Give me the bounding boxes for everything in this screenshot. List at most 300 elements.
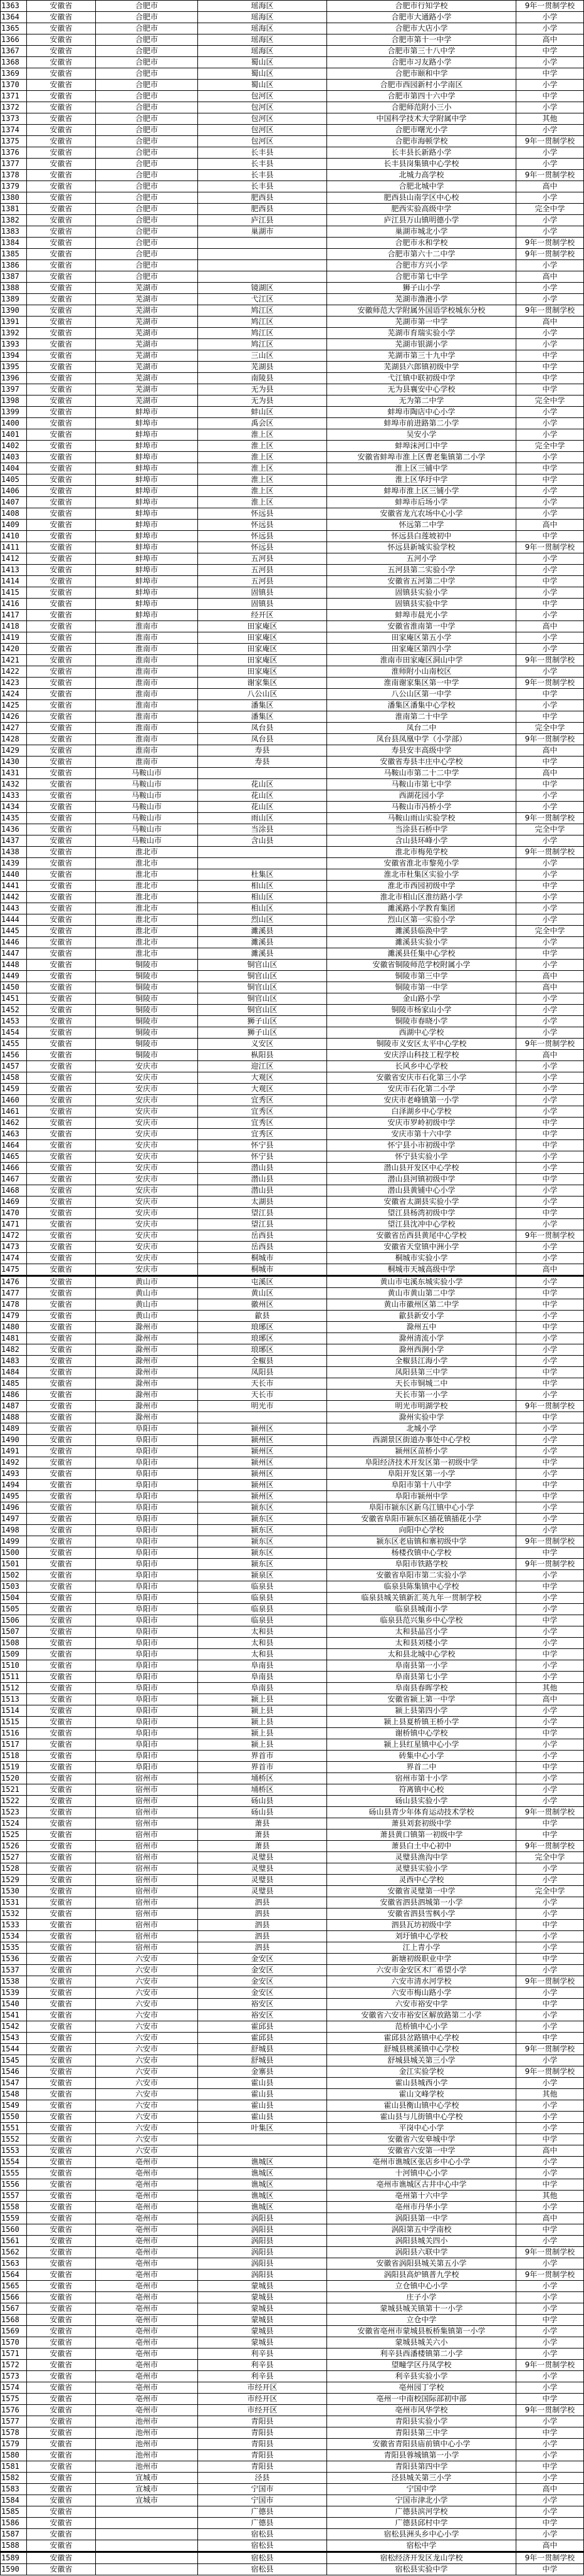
table-row [1,553,584,565]
row-number-cell: 1530 [1,1886,27,1897]
city-cell: 安庆市 [96,1185,198,1196]
row-number-cell: 1561 [1,2236,27,2247]
row-number-cell: 1371 [1,91,27,102]
table-row [1,1208,584,1219]
province-cell: 安徽省 [27,34,96,46]
city-cell: 蚌埠市 [96,553,198,565]
row-number-cell: 1531 [1,1897,27,1908]
row-number-cell: 1375 [1,136,27,147]
province-cell: 安徽省 [27,102,96,113]
province-cell: 安徽省 [27,2405,96,2416]
row-number-cell: 1517 [1,1739,27,1751]
school-name-cell: 凤台二中 [327,723,516,734]
city-cell: 亳州市 [96,2382,198,2394]
school-name-cell: 合肥市第四十六中学 [327,91,516,102]
school-type-cell: 小学 [516,1185,584,1196]
table-row [1,1322,584,1333]
table-row [1,869,584,881]
city-cell: 蚌埠市 [96,520,198,531]
table-row [1,2247,584,2258]
school-name-cell: 安徽省五河第二中学 [327,576,516,587]
province-cell: 安徽省 [27,1784,96,1796]
province-cell: 安徽省 [27,12,96,23]
school-name-cell: 淮南谢家集区第一中学 [327,678,516,689]
table-row [1,937,584,948]
district-cell: 灵璧县 [198,1886,327,1897]
school-type-cell: 小学 [516,1276,584,1288]
row-number-cell: 1488 [1,1412,27,1423]
district-cell: 颍州区 [198,1491,327,1502]
table-row [1,1016,584,1027]
table-row [1,1920,584,1931]
school-type-cell: 完全中学 [516,204,584,215]
school-type-cell: 小学 [516,1908,584,1920]
school-type-cell: 小学 [516,1525,584,1536]
row-number-cell: 1528 [1,1863,27,1875]
row-number-cell: 1547 [1,2078,27,2089]
school-type-cell: 小学 [516,1965,584,1976]
table-row [1,779,584,790]
row-number-cell: 1425 [1,700,27,711]
school-type-cell: 小学 [516,159,584,170]
row-number-cell: 1404 [1,463,27,474]
city-cell: 宿州市 [96,1875,198,1886]
city-cell: 阜阳市 [96,1694,198,1705]
table-row [1,1469,584,1480]
district-cell: 望江县 [198,1219,327,1230]
province-cell: 安徽省 [27,260,96,271]
province-cell: 安徽省 [27,339,96,350]
row-number-cell: 1471 [1,1219,27,1230]
table-row [1,1886,584,1897]
row-number-cell: 1487 [1,1401,27,1412]
school-type-cell: 9年一贯制学校 [516,170,584,181]
row-number-cell: 1446 [1,937,27,948]
city-cell [96,2529,198,2540]
city-cell: 淮南市 [96,655,198,666]
school-name-cell: 舒城县城关第三小学 [327,2055,516,2066]
district-cell: 蒙城县 [198,2292,327,2303]
row-number-cell: 1444 [1,914,27,926]
school-name-cell: 安徽省淮南第一中学 [327,621,516,632]
province-cell: 安徽省 [27,418,96,429]
province-cell: 安徽省 [27,395,96,407]
school-name-cell: 亳州市风华学校 [327,2405,516,2416]
province-cell: 安徽省 [27,2270,96,2281]
district-cell: 包河区 [198,102,327,113]
table-row [1,474,584,486]
table-row [1,1491,584,1502]
province-cell: 安徽省 [27,1163,96,1174]
city-cell: 安庆市 [96,1230,198,1242]
province-cell: 安徽省 [27,294,96,305]
district-cell: 五河县 [198,565,327,576]
school-name-cell: 濉溪路小学教育集团 [327,903,516,914]
row-number-cell: 1387 [1,271,27,283]
school-name-cell: 五河县第二实验小学 [327,565,516,576]
table-row [1,508,584,520]
city-cell: 淮北市 [96,914,198,926]
row-number-cell: 1390 [1,305,27,317]
row-number-cell: 1549 [1,2100,27,2112]
district-cell: 市经开区 [198,2394,327,2405]
province-cell: 安徽省 [27,2540,96,2552]
district-cell: 鸠江区 [198,339,327,350]
row-number-cell: 1481 [1,1333,27,1344]
district-cell: 颍上县 [198,1739,327,1751]
table-row [1,2394,584,2405]
row-number-cell: 1475 [1,1264,27,1276]
school-name-cell: 淮北市相山区淮纺路小学 [327,892,516,903]
district-cell: 青阳县 [198,2427,327,2439]
school-type-cell: 中学 [516,2033,584,2044]
school-name-cell: 铜陵市春晓小学 [327,1016,516,1027]
school-name-cell: 阜阳市颍东区新乌江镇中心小学 [327,1502,516,1514]
school-type-cell: 小学 [516,339,584,350]
school-type-cell: 小学 [516,2168,584,2179]
city-cell: 铜陵市 [96,1039,198,1050]
row-number-cell: 1374 [1,125,27,136]
row-number-cell: 1397 [1,384,27,395]
row-number-cell: 1462 [1,1118,27,1129]
district-cell: 宿松县 [198,2529,327,2540]
province-cell: 安徽省 [27,2258,96,2270]
school-type-cell: 中学 [516,1999,584,2010]
city-cell: 铜陵市 [96,982,198,993]
province-cell: 安徽省 [27,610,96,621]
city-cell: 滁州市 [96,1378,198,1390]
school-type-cell: 中学 [516,68,584,80]
row-number-cell: 1399 [1,407,27,418]
district-cell: 濉溪县 [198,937,327,948]
school-name-cell: 天长市铜城二中 [327,1378,516,1390]
school-name-cell: 怀宁县小市初级中学 [327,1140,516,1151]
school-name-cell: 安庆市第十六中学 [327,1129,516,1140]
table-row [1,520,584,531]
city-cell: 淮南市 [96,723,198,734]
school-type-cell: 小学 [516,2292,584,2303]
district-cell: 铜官山区 [198,971,327,982]
table-row [1,1604,584,1615]
district-cell: 迎江区 [198,1061,327,1072]
school-type-cell: 小学 [516,632,584,644]
table-row [1,362,584,373]
city-cell: 六安市 [96,2044,198,2055]
district-cell: 金寨县 [198,2066,327,2078]
district-cell: 颍上县 [198,1705,327,1717]
table-row [1,441,584,452]
table-row [1,565,584,576]
school-type-cell: 中学 [516,1457,584,1469]
district-cell: 鸠江区 [198,328,327,339]
province-cell: 安徽省 [27,2078,96,2089]
city-cell: 淮南市 [96,757,198,768]
province-cell: 安徽省 [27,790,96,802]
province-cell: 安徽省 [27,1626,96,1638]
district-cell [198,260,327,271]
row-number-cell: 1589 [1,2552,27,2564]
city-cell: 六安市 [96,2145,198,2157]
city-cell: 蚌埠市 [96,587,198,599]
city-cell: 阜阳市 [96,1547,198,1559]
row-number-cell: 1439 [1,858,27,869]
city-cell: 亳州市 [96,2394,198,2405]
row-number-cell: 1479 [1,1311,27,1322]
city-cell [96,2540,198,2552]
province-cell: 安徽省 [27,215,96,226]
city-cell: 池州市 [96,2416,198,2427]
row-number-cell: 1381 [1,204,27,215]
province-cell: 安徽省 [27,1942,96,1954]
school-name-cell: 亳州市谯城区张店乡中心小学 [327,2157,516,2168]
school-type-cell: 中学 [516,711,584,723]
city-cell: 铜陵市 [96,993,198,1005]
row-number-cell: 1521 [1,1784,27,1796]
table-row [1,1140,584,1151]
row-number-cell: 1579 [1,2439,27,2450]
province-cell: 安徽省 [27,768,96,779]
row-number-cell: 1563 [1,2258,27,2270]
district-cell: 金安区 [198,1976,327,1987]
school-type-cell: 中学 [516,2427,584,2439]
district-cell: 临泉县 [198,1593,327,1604]
school-name-cell: 合肥市第十一中学 [327,34,516,46]
city-cell: 滁州市 [96,1344,198,1356]
province-cell: 安徽省 [27,1356,96,1367]
table-row [1,226,584,238]
row-number-cell: 1504 [1,1593,27,1604]
province-cell: 安徽省 [27,520,96,531]
school-type-cell: 小学 [516,2021,584,2033]
province-cell: 安徽省 [27,1390,96,1401]
school-name-cell: 安徽省六安皋城中学 [327,2134,516,2145]
school-name-cell: 怀远第二中学 [327,520,516,531]
city-cell: 阜阳市 [96,1480,198,1491]
district-cell: 无为县 [198,395,327,407]
table-row [1,1615,584,1626]
school-name-cell: 滁州清流小学 [327,1333,516,1344]
school-name-cell: 潜山县开发区中心学校 [327,1163,516,1174]
table-row [1,1559,584,1570]
table-row [1,644,584,655]
school-name-cell: 蚌埠市陶店中心小学 [327,407,516,418]
city-cell: 宣城市 [96,2473,198,2484]
city-cell: 池州市 [96,2439,198,2450]
city-cell: 蚌埠市 [96,610,198,621]
district-cell: 怀远县 [198,508,327,520]
city-cell: 滁州市 [96,1322,198,1333]
school-type-cell: 中学 [516,1288,584,1299]
city-cell: 蚌埠市 [96,474,198,486]
school-type-cell: 小学 [516,2281,584,2292]
district-cell: 鸠江区 [198,305,327,317]
province-cell: 安徽省 [27,1174,96,1185]
school-type-cell: 小学 [516,2326,584,2337]
school-type-cell: 中学 [516,1129,584,1140]
school-type-cell: 高中 [516,271,584,283]
city-cell: 淮南市 [96,745,198,757]
province-cell: 安徽省 [27,2303,96,2315]
province-cell: 安徽省 [27,2123,96,2134]
table-row [1,204,584,215]
province-cell: 安徽省 [27,1480,96,1491]
school-name-cell: 北城力高学校 [327,170,516,181]
city-cell: 阜阳市 [96,1660,198,1672]
school-name-cell: 六安市梅山路小学 [327,1987,516,1999]
city-cell: 阜阳市 [96,1649,198,1660]
school-type-cell: 小学 [516,2202,584,2213]
school-type-cell: 高中 [516,982,584,993]
school-name-cell: 淮师附小山南校区 [327,666,516,678]
province-cell: 安徽省 [27,1796,96,1807]
province-cell: 安徽省 [27,2473,96,2484]
row-number-cell: 1442 [1,892,27,903]
district-cell: 无为县 [198,384,327,395]
school-type-cell: 小学 [516,102,584,113]
school-name-cell: 向阳中心学校 [327,1525,516,1536]
table-row [1,2292,584,2303]
district-cell: 临泉县 [198,1581,327,1593]
school-type-cell: 小学 [516,1469,584,1480]
province-cell: 安徽省 [27,1276,96,1288]
province-cell: 安徽省 [27,1672,96,1683]
district-cell: 凤台县 [198,723,327,734]
district-cell: 寿县 [198,745,327,757]
district-cell: 田家庵区 [198,666,327,678]
district-cell: 花山区 [198,779,327,790]
province-cell: 安徽省 [27,2247,96,2258]
table-row [1,1830,584,1841]
district-cell: 望江县 [198,1208,327,1219]
table-row [1,531,584,542]
province-cell: 安徽省 [27,1412,96,1423]
province-cell: 安徽省 [27,57,96,68]
row-number-cell: 1503 [1,1581,27,1593]
school-name-cell: 合肥市习友路小学 [327,57,516,68]
province-cell: 安徽省 [27,1061,96,1072]
school-type-cell: 中学 [516,881,584,892]
school-name-cell: 田家庵区第四小学 [327,644,516,655]
district-cell: 灵璧县 [198,1863,327,1875]
school-name-cell: 青阳县实验小学 [327,2416,516,2427]
table-row [1,1242,584,1253]
city-cell: 蚌埠市 [96,418,198,429]
district-cell: 青阳县 [198,2439,327,2450]
school-type-cell: 小学 [516,2055,584,2066]
row-number-cell: 1551 [1,2123,27,2134]
school-type-cell: 小学 [516,429,584,441]
table-row [1,1084,584,1095]
table-row [1,215,584,226]
table-row [1,1061,584,1072]
school-name-cell: 西湖中心学校 [327,1027,516,1039]
school-name-cell: 北城小学 [327,1423,516,1435]
school-type-cell: 高中 [516,621,584,632]
province-cell: 安徽省 [27,136,96,147]
province-cell: 安徽省 [27,1230,96,1242]
district-cell: 砀山县 [198,1807,327,1818]
school-type-cell: 小学 [516,1784,584,1796]
table-row [1,102,584,113]
row-number-cell: 1416 [1,599,27,610]
table-row [1,2010,584,2021]
city-cell: 蚌埠市 [96,486,198,497]
city-cell: 芜湖市 [96,283,198,294]
district-cell: 铜官山区 [198,960,327,971]
school-name-cell: 安徽省安庆市石化第三小学 [327,1072,516,1084]
district-cell: 谯城区 [198,2179,327,2191]
row-number-cell: 1582 [1,2473,27,2484]
province-cell: 安徽省 [27,497,96,508]
district-cell: 泗县 [198,1897,327,1908]
city-cell: 铜陵市 [96,1027,198,1039]
table-row [1,429,584,441]
school-name-cell: 凤阳县第三中学 [327,1367,516,1378]
table-row [1,80,584,91]
province-cell: 安徽省 [27,2033,96,2044]
table-row [1,2078,584,2089]
row-number-cell: 1445 [1,926,27,937]
city-cell: 阜阳市 [96,1570,198,1581]
city-cell: 安庆市 [96,1118,198,1129]
city-cell: 合肥市 [96,170,198,181]
table-row [1,1446,584,1457]
school-name-cell: 平岗中心小学 [327,2123,516,2134]
city-cell: 合肥市 [96,1,198,12]
city-cell: 宿州市 [96,1931,198,1942]
district-cell: 颍州区 [198,1435,327,1446]
row-number-cell: 1457 [1,1061,27,1072]
school-name-cell: 宿州市第十小学 [327,1773,516,1784]
school-name-cell: 合肥市大店小学 [327,23,516,34]
school-name-cell: 长风乡中心学校 [327,1061,516,1072]
table-row [1,734,584,745]
row-number-cell: 1570 [1,2337,27,2348]
school-name-cell: 安庆市老峰镇第一小学 [327,1095,516,1106]
table-row [1,249,584,260]
province-cell: 安徽省 [27,1773,96,1784]
district-cell: 田家庵区 [198,644,327,655]
school-name-cell: 芜湖市银湖小学 [327,339,516,350]
row-number-cell: 1520 [1,1773,27,1784]
school-type-cell: 小学 [516,294,584,305]
table-row [1,1954,584,1965]
school-name-cell: 淮北市梅苑学校 [327,847,516,858]
school-type-cell: 中学 [516,463,584,474]
table-row [1,1660,584,1672]
table-row [1,1863,584,1875]
city-cell: 淮北市 [96,869,198,881]
table-row [1,1027,584,1039]
table-row [1,2360,584,2371]
row-number-cell: 1573 [1,2371,27,2382]
city-cell [96,2506,198,2518]
school-type-cell: 小学 [516,147,584,159]
school-type-cell: 小学 [516,1311,584,1322]
table-row [1,2495,584,2506]
district-cell: 蒙城县 [198,2315,327,2326]
school-type-cell: 9年一贯制学校 [516,1841,584,1852]
district-cell: 濉溪县 [198,926,327,937]
district-cell: 琅琊区 [198,1344,327,1356]
row-number-cell: 1391 [1,317,27,328]
city-cell: 淮南市 [96,632,198,644]
school-type-cell: 小学 [516,2337,584,2348]
table-row [1,1717,584,1728]
district-cell: 阜南县 [198,1683,327,1694]
city-cell: 六安市 [96,1999,198,2010]
city-cell: 滁州市 [96,1412,198,1423]
